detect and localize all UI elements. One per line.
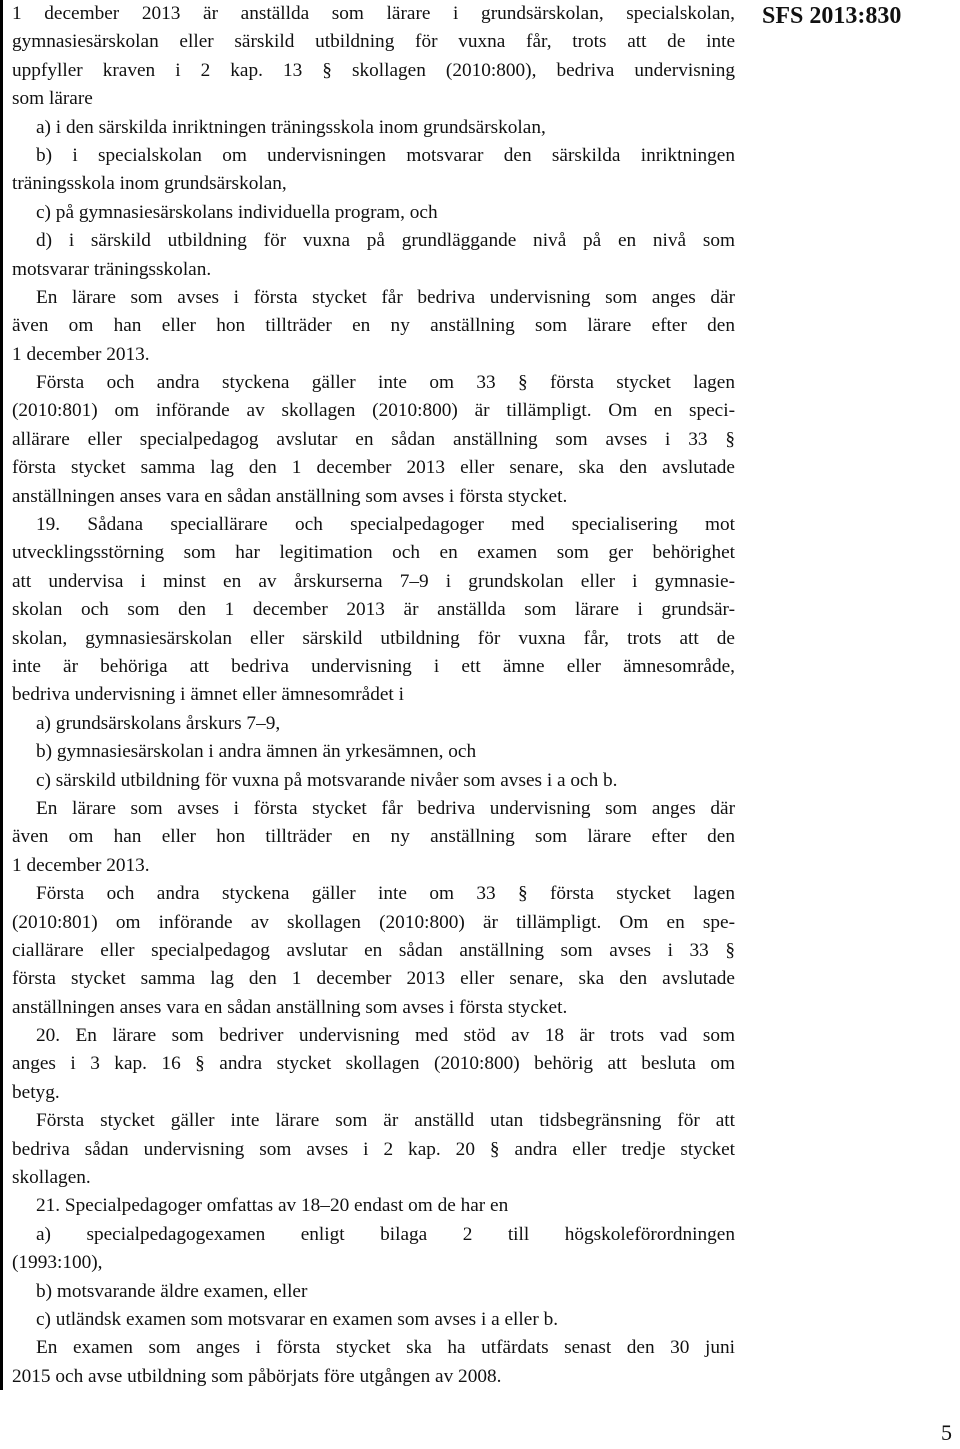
text-line: inte är behöriga att bedriva undervisning i ett ämne eller ämnesområde, [12, 655, 735, 677]
paragraph-start: En lärare som avses i första stycket får bedriva undervisning som anges där [36, 286, 735, 308]
text-line: träningsskola inom grundsärskolan, [12, 173, 287, 195]
text-line: motsvarar träningsskolan. [12, 258, 212, 280]
paragraph-start: En lärare som avses i första stycket får bedriva undervisning som anges där [36, 797, 735, 819]
text-line: (2010:801) om införande av skollagen (2010:800) är tillämpligt. Om en speci- [12, 400, 735, 422]
list-item: a) specialpedagogexamen enligt bilaga 2 till högskoleförordningen [36, 1223, 735, 1245]
text-line: anställningen anses vara en sådan anställning som avses i första stycket. [12, 485, 568, 507]
text-line: (1993:100), [12, 1252, 103, 1274]
text-line: allärare eller specialpedagog avslutar en sådan anställning som avses i 33 § [12, 428, 735, 450]
text-line: bedriva sådan undervisning som avses i 2 kap. 20 § andra eller tredje stycket [12, 1138, 735, 1160]
text-line: (2010:801) om införande av skollagen (2010:800) är tillämpligt. Om en spe- [12, 911, 735, 933]
paragraph-start: Första och andra styckena gäller inte om 33 § första stycket lagen [36, 372, 735, 394]
page-number: 5 [941, 1420, 952, 1445]
list-item: a) i den särskilda inriktningen träningsskola inom grundsärskolan, [36, 116, 546, 138]
list-item: b) gymnasiesärskolan i andra ämnen än yrkesämnen, och [36, 741, 477, 763]
text-line: anställningen anses vara en sådan anställning som avses i första stycket. [12, 996, 568, 1018]
text-line: uppfyller kraven i 2 kap. 13 § skollagen (2010:800), bedriva undervisning [12, 59, 735, 81]
text-line: anges i 3 kap. 16 § andra stycket skollagen (2010:800) behörig att besluta om [12, 1053, 735, 1075]
section-20-start: 20. En lärare som bedriver undervisning med stöd av 18 är trots vad som [36, 1025, 735, 1047]
text-line: 1 december 2013. [12, 343, 150, 365]
text-line: första stycket samma lag den 1 december 2013 eller senare, ska den avslutade [12, 457, 735, 479]
text-line: skollagen. [12, 1167, 91, 1189]
paragraph-start: Första stycket gäller inte lärare som är anställd utan tidsbegränsning för att [36, 1110, 735, 1132]
text-line: som lärare [12, 88, 93, 110]
list-item: b) motsvarande äldre examen, eller [36, 1280, 308, 1302]
text-line: gymnasiesärskolan eller särskild utbildning för vuxna får, trots att de inte [12, 31, 735, 53]
section-19-start: 19. Sådana speciallärare och specialpedagoger med specialisering mot [36, 514, 735, 536]
text-line: 1 december 2013. [12, 854, 150, 876]
text-line: även om han eller hon tillträder en ny anställning som lärare efter den [12, 826, 735, 848]
text-line: bedriva undervisning i ämnet eller ämnesområdet i [12, 684, 404, 706]
paragraph-start: En examen som anges i första stycket ska ha utfärdats senast den 30 juni [36, 1337, 735, 1359]
section-21-start: 21. Specialpedagoger omfattas av 18–20 endast om de har en [36, 1195, 509, 1217]
list-item: c) särskild utbildning för vuxna på motsvarande nivåer som avses i a och b. [36, 769, 618, 791]
paragraph-start: Första och andra styckena gäller inte om 33 § första stycket lagen [36, 883, 735, 905]
list-item: a) grundsärskolans årskurs 7–9, [36, 712, 281, 734]
text-line: betyg. [12, 1081, 60, 1103]
text-line: även om han eller hon tillträder en ny anställning som lärare efter den [12, 315, 735, 337]
list-item: c) på gymnasiesärskolans individuella program, och [36, 201, 438, 223]
text-line: skolan, gymnasiesärskolan eller särskild utbildning för vuxna får, trots att de [12, 627, 735, 649]
document-reference: SFS 2013:830 [762, 3, 902, 29]
margin-rule [0, 0, 3, 1390]
document-body [12, 0, 735, 1391]
text-line: att undervisa i minst en av årskurserna 7–9 i grundskolan eller i gymnasie- [12, 570, 735, 592]
text-line: 2015 och avse utbildning som påbörjats före utgången av 2008. [12, 1365, 502, 1387]
text-line: första stycket samma lag den 1 december 2013 eller senare, ska den avslutade [12, 968, 735, 990]
text-line: ciallärare eller specialpedagog avslutar en sådan anställning som avses i 33 § [12, 939, 735, 961]
list-item: b) i specialskolan om undervisningen motsvarar den särskilda inriktningen [36, 144, 735, 166]
text-line: 1 december 2013 är anställda som lärare i grundsärskolan, specialskolan, [12, 3, 735, 24]
list-item: d) i särskild utbildning för vuxna på grundläggande nivå på en nivå som [36, 230, 735, 252]
list-item: c) utländsk examen som motsvarar en examen som avses i a eller b. [36, 1308, 559, 1330]
text-line: utvecklingsstörning som har legitimation och en examen som ger behörighet [12, 542, 735, 564]
text-line: skolan och som den 1 december 2013 är anställda som lärare i grundsär- [12, 599, 735, 621]
